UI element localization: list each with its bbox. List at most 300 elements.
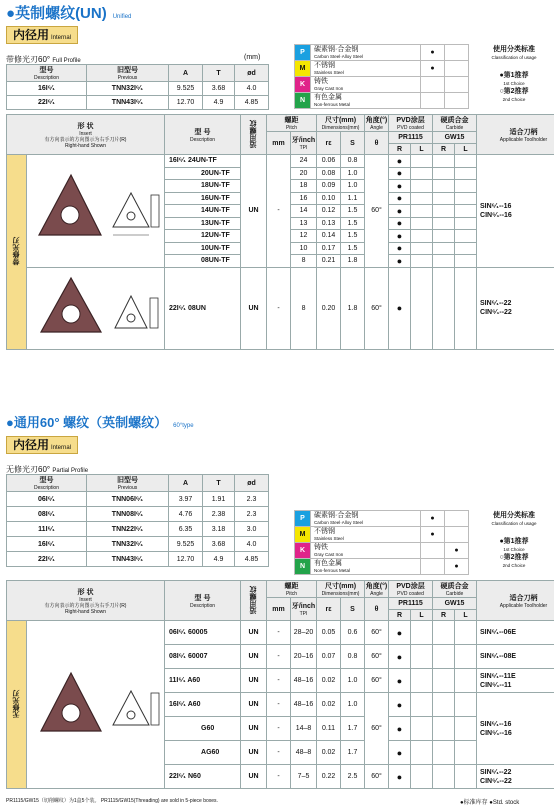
size-A: 3.97 bbox=[169, 492, 203, 507]
h-pitch-cn: 螺距 bbox=[284, 117, 299, 124]
toolholder bbox=[477, 693, 554, 765]
size-type: 11I⁶⁄₁ bbox=[7, 522, 87, 537]
pvd-r: ● bbox=[389, 741, 411, 765]
table-row bbox=[7, 507, 269, 522]
model-cell bbox=[165, 645, 241, 669]
mat-en: Stainless Steel bbox=[314, 69, 344, 75]
h-type: 型号 bbox=[39, 67, 54, 74]
tpi: 20–16 bbox=[291, 645, 317, 669]
mat-en: Non-ferrous Metal bbox=[314, 567, 351, 573]
re: 0.13 bbox=[317, 217, 341, 230]
s: 1.8 bbox=[341, 255, 365, 268]
h-prev-en: Previous bbox=[117, 485, 138, 491]
size-T: 4.9 bbox=[203, 96, 235, 110]
tpi: 48–8 bbox=[291, 741, 317, 765]
h-pvd-en: PVD coated bbox=[397, 125, 424, 131]
mat-r2: ● bbox=[445, 543, 469, 559]
mat-cn: 碳素钢·合金钢 bbox=[314, 511, 359, 519]
model-code: 08UN bbox=[188, 304, 206, 312]
size-od: 2.3 bbox=[235, 507, 269, 522]
h-pitch-en: Pitch bbox=[285, 591, 298, 597]
material-key: P bbox=[295, 45, 311, 61]
size-A: 4.76 bbox=[169, 507, 203, 522]
pvd-r: ● bbox=[389, 669, 411, 693]
section1-subtitle: Unified bbox=[112, 14, 132, 20]
h-dim-en: Dimensions(mm) bbox=[321, 125, 360, 131]
pvd-r: ● bbox=[389, 205, 411, 218]
usage-second: ○第2推荐 bbox=[499, 554, 529, 561]
h-dim bbox=[317, 115, 365, 132]
h-applicable-cn: 适用螺纹 bbox=[249, 585, 257, 614]
material-name bbox=[311, 77, 421, 93]
footer-note: PR1115/GW15（切削螺纹）为1盒5个装。 PR1115/GW15(Threading) are sold in 5-piece boxes. bbox=[6, 798, 218, 804]
usage-legend-2 bbox=[478, 512, 550, 570]
mat-cn: 碳素钢·合金钢 bbox=[314, 45, 359, 53]
model-code: A60 bbox=[187, 701, 201, 708]
usage-second-en: 2nd Choice bbox=[502, 97, 526, 102]
cb-r bbox=[433, 155, 455, 168]
size-T: 3.68 bbox=[203, 82, 235, 96]
insert-drawing bbox=[31, 272, 161, 342]
mat-cn: 不锈钢 bbox=[314, 527, 335, 535]
badge-text-en: Internal bbox=[51, 445, 72, 451]
h-prev: 旧型号 bbox=[117, 67, 138, 74]
pvd-r: ● bbox=[389, 717, 411, 741]
col-A: A bbox=[169, 65, 203, 82]
mat-r2 bbox=[445, 93, 469, 109]
tpi: 20 bbox=[291, 167, 317, 180]
h-model-en: Description bbox=[190, 602, 216, 609]
toolholder-text: SIN⁶⁄₁--08E bbox=[480, 653, 517, 660]
mat-r2 bbox=[445, 527, 469, 543]
size-prev: TNN32I⁶⁄₁ bbox=[87, 82, 169, 96]
h-pvd bbox=[389, 581, 433, 598]
model-prefix: 06I⁶⁄₁ bbox=[169, 629, 187, 636]
material-name bbox=[311, 559, 421, 575]
tpi: 48–16 bbox=[291, 693, 317, 717]
profile-text-en: Full Profile bbox=[52, 58, 81, 64]
pvd-r: ● bbox=[389, 230, 411, 243]
h-R: R bbox=[389, 610, 411, 621]
re: 0.06 bbox=[317, 155, 341, 168]
table-row bbox=[7, 96, 269, 110]
h-shape-note2: Right-hand Shown bbox=[64, 608, 107, 615]
model-code: N60 bbox=[188, 773, 201, 780]
re: 0.10 bbox=[317, 192, 341, 205]
model-cell bbox=[165, 765, 241, 789]
h-prev-en: Previous bbox=[117, 75, 138, 81]
col-type bbox=[7, 65, 87, 82]
material-key: K bbox=[295, 543, 311, 559]
h-L: L bbox=[411, 144, 433, 155]
pvd-r: ● bbox=[389, 217, 411, 230]
cb-l bbox=[455, 155, 477, 168]
h-s: S bbox=[341, 598, 365, 621]
model-cell bbox=[165, 267, 241, 349]
h-tool-en: Applicable Toolholder bbox=[499, 136, 548, 143]
model-prefix: 16I⁶⁄₁ bbox=[169, 701, 187, 708]
usage-title-en: Classification of usage bbox=[491, 55, 537, 60]
insert-image-22 bbox=[27, 267, 165, 349]
toolholder-text: SIN⁶⁄₁--22 CIN⁶⁄₁--22 bbox=[480, 300, 512, 316]
mat-r2 bbox=[445, 77, 469, 93]
mat-r1 bbox=[421, 543, 445, 559]
pvd-r: ● bbox=[389, 180, 411, 193]
re: 0.05 bbox=[317, 621, 341, 645]
usage-legend-1 bbox=[478, 46, 550, 104]
size-table-1 bbox=[6, 64, 269, 110]
s: 2.5 bbox=[341, 765, 365, 789]
table-row bbox=[7, 492, 269, 507]
model-prefix: 11I⁶⁄₁ bbox=[169, 677, 186, 684]
usage-title: 使用分类标准 bbox=[493, 46, 535, 53]
s: 0.6 bbox=[341, 621, 365, 645]
s: 0.8 bbox=[341, 155, 365, 168]
section2-title-text: 通用60° 螺纹（英制螺纹） bbox=[13, 415, 168, 430]
section1-title bbox=[6, 2, 131, 23]
h-shape-note: 有方向表示的方向图示为右手刀片(R) bbox=[44, 602, 127, 609]
material-name bbox=[311, 511, 421, 527]
usage-first: ●第1推荐 bbox=[499, 72, 529, 79]
size-od: 2.3 bbox=[235, 492, 269, 507]
h-carbide-en: Carbide bbox=[445, 591, 464, 597]
mat-cn: 铸铁 bbox=[314, 77, 328, 85]
pvd-r: ● bbox=[389, 765, 411, 789]
size-T: 3.18 bbox=[203, 522, 235, 537]
h-mm: mm bbox=[267, 132, 291, 155]
h-R: R bbox=[433, 144, 455, 155]
pvd-l bbox=[411, 155, 433, 168]
model-code: 18UN-TF bbox=[165, 180, 241, 193]
h-applicable-cn: 适用螺纹 bbox=[249, 119, 257, 148]
size-A: 6.35 bbox=[169, 522, 203, 537]
material-row bbox=[295, 559, 469, 575]
s: 1.0 bbox=[341, 167, 365, 180]
material-name bbox=[311, 543, 421, 559]
h-tool-cn: 适合刀柄 bbox=[509, 128, 538, 136]
material-key: N bbox=[295, 559, 311, 575]
angle: 60° bbox=[365, 267, 389, 349]
h-applicable bbox=[241, 581, 267, 621]
model-code: A60 bbox=[187, 677, 201, 684]
material-row bbox=[295, 61, 469, 77]
s: 1.5 bbox=[341, 205, 365, 218]
section2-title bbox=[6, 412, 194, 431]
h-pvd-en: PVD coated bbox=[397, 591, 424, 597]
s: 1.5 bbox=[341, 230, 365, 243]
model-prefix: 22I⁶⁄₁ bbox=[169, 304, 187, 312]
model-code: 24UN-TF bbox=[188, 157, 217, 165]
material-key: P bbox=[295, 511, 311, 527]
usage-title: 使用分类标准 bbox=[493, 512, 535, 519]
h-model-cn: 型 号 bbox=[194, 594, 211, 602]
angle: 60° bbox=[365, 669, 389, 693]
toolholder-text: SIN⁶⁄₁--16 CIN⁶⁄₁--16 bbox=[480, 720, 512, 737]
profile-text-en: Partial Profile bbox=[52, 468, 89, 474]
thread-type: UN bbox=[241, 741, 267, 765]
pvd-r: ● bbox=[389, 242, 411, 255]
re: 0.22 bbox=[317, 765, 341, 789]
s: 1.5 bbox=[341, 217, 365, 230]
pitch-mm: - bbox=[267, 645, 291, 669]
main-table-1 bbox=[6, 114, 554, 350]
mat-en: Gray Cast Iron bbox=[314, 551, 344, 557]
insert-image-partial-profile bbox=[27, 621, 165, 789]
mat-r1: ● bbox=[421, 511, 445, 527]
s: 1.5 bbox=[341, 242, 365, 255]
pitch-mm: - bbox=[267, 765, 291, 789]
section1-title-text: 英制螺纹(UN) bbox=[15, 5, 107, 22]
h-tpi bbox=[291, 598, 317, 621]
size-T: 3.68 bbox=[203, 537, 235, 552]
toolholder-text: SIN⁶⁄₁--06E bbox=[480, 629, 517, 636]
mat-r1 bbox=[421, 559, 445, 575]
size-prev: TNN43I⁶⁄₁ bbox=[87, 552, 169, 567]
model-code: 20UN-TF bbox=[165, 167, 241, 180]
material-row bbox=[295, 543, 469, 559]
re: 0.09 bbox=[317, 180, 341, 193]
h-pitch-en: Pitch bbox=[285, 125, 298, 131]
profile-text: 无修光刃60° bbox=[6, 465, 51, 474]
pitch-mm: - bbox=[267, 155, 291, 268]
h-mm: mm bbox=[267, 598, 291, 621]
col-prev bbox=[87, 65, 169, 82]
pvd-r: ● bbox=[389, 693, 411, 717]
tpi: 28–20 bbox=[291, 621, 317, 645]
size-A: 12.70 bbox=[169, 96, 203, 110]
re: 0.08 bbox=[317, 167, 341, 180]
h-shape-note: 有方向表示的方向图示为右手刀片(R) bbox=[44, 136, 127, 143]
model-prefix: 08I⁶⁄₁ bbox=[169, 653, 187, 660]
side-label bbox=[7, 621, 27, 789]
re: 0.02 bbox=[317, 669, 341, 693]
model-code: 60005 bbox=[188, 629, 208, 636]
size-A: 12.70 bbox=[169, 552, 203, 567]
h-R: R bbox=[433, 610, 455, 621]
material-row bbox=[295, 45, 469, 61]
table-row bbox=[7, 552, 269, 567]
table-row bbox=[7, 267, 554, 349]
tpi: 48–16 bbox=[291, 669, 317, 693]
material-row bbox=[295, 511, 469, 527]
h-angle-cn: 角度(°) bbox=[365, 117, 388, 124]
size-T: 4.9 bbox=[203, 552, 235, 567]
size-prev: TNN32I⁶⁄₁ bbox=[87, 537, 169, 552]
h-shape-en: Insert bbox=[79, 596, 92, 603]
side-label-text: 带修光刃 bbox=[12, 236, 20, 265]
h-tool-en: Applicable Toolholder bbox=[499, 602, 548, 609]
size-type: 06I⁶⁄₁ bbox=[7, 492, 87, 507]
h-e: θ bbox=[365, 598, 389, 621]
angle: 60° bbox=[365, 693, 389, 765]
size-od: 4.85 bbox=[235, 552, 269, 567]
toolholder-text: SIN⁶⁄₁--16 CIN⁶⁄₁--16 bbox=[480, 202, 512, 219]
h-pitch bbox=[267, 115, 317, 132]
toolholder bbox=[477, 765, 554, 789]
pvd-r: ● bbox=[389, 155, 411, 168]
h-pitch-cn: 螺距 bbox=[284, 583, 299, 590]
col-type bbox=[7, 475, 87, 492]
table-row bbox=[7, 522, 269, 537]
h-carbide-cn: 硬质合金 bbox=[440, 117, 469, 124]
h-applicable bbox=[241, 115, 267, 155]
h-carbide-grade: GW15 bbox=[433, 598, 477, 610]
material-key: M bbox=[295, 527, 311, 543]
h-angle bbox=[365, 581, 389, 598]
h-type: 型号 bbox=[39, 477, 54, 484]
h-carbide bbox=[433, 581, 477, 598]
model-code: 13UN-TF bbox=[165, 217, 241, 230]
h-model bbox=[165, 115, 241, 155]
insert-drawing bbox=[31, 659, 161, 749]
s: 0.8 bbox=[341, 645, 365, 669]
mat-en: Gray Cast Iron bbox=[314, 85, 344, 91]
angle: 60° bbox=[365, 155, 389, 268]
col-T: T bbox=[203, 475, 235, 492]
h-L: L bbox=[455, 144, 477, 155]
re: 0.07 bbox=[317, 645, 341, 669]
size-prev: TNN06I⁶⁄₁ bbox=[87, 492, 169, 507]
material-table-2 bbox=[294, 510, 469, 575]
size-A: 9.525 bbox=[169, 537, 203, 552]
material-row bbox=[295, 77, 469, 93]
legend-text: ●标准库存 bbox=[460, 800, 488, 805]
s: 1.1 bbox=[341, 192, 365, 205]
model-prefix: 16I⁶⁄₁ bbox=[169, 157, 187, 165]
re: 0.12 bbox=[317, 205, 341, 218]
size-type: 22I⁶⁄₁ bbox=[7, 96, 87, 110]
h-dim-cn: 尺寸(mm) bbox=[324, 117, 357, 124]
re: 0.21 bbox=[317, 255, 341, 268]
size-od: 3.0 bbox=[235, 522, 269, 537]
pvd-r: ● bbox=[389, 192, 411, 205]
re: 0.11 bbox=[317, 717, 341, 741]
material-name bbox=[311, 93, 421, 109]
mat-r2 bbox=[445, 61, 469, 77]
h-dim-cn: 尺寸(mm) bbox=[324, 583, 357, 590]
col-A: A bbox=[169, 475, 203, 492]
size-prev: TNN43I⁶⁄₁ bbox=[87, 96, 169, 110]
usage-second: ○第2推荐 bbox=[499, 88, 529, 95]
re: 0.14 bbox=[317, 230, 341, 243]
thread-type: UN bbox=[241, 155, 267, 268]
mat-en: Carbon Steel·Alloy Steel bbox=[314, 53, 364, 59]
h-dim-en: Dimensions(mm) bbox=[321, 591, 360, 597]
material-key: N bbox=[295, 93, 311, 109]
s: 1.7 bbox=[341, 717, 365, 741]
pvd-r: ● bbox=[389, 645, 411, 669]
thread-type: UN bbox=[241, 621, 267, 645]
insert-drawing bbox=[31, 165, 161, 255]
h-pvd-grade: PR1115 bbox=[389, 132, 433, 144]
h-shape-cn: 形 状 bbox=[77, 588, 94, 596]
size-type: 08I⁶⁄₁ bbox=[7, 507, 87, 522]
pvd-r: ● bbox=[389, 267, 411, 349]
tpi: 12 bbox=[291, 230, 317, 243]
section2-subtitle: 60°type bbox=[173, 423, 194, 429]
h-tpi bbox=[291, 132, 317, 155]
s: 1.0 bbox=[341, 180, 365, 193]
unit-label: (mm) bbox=[244, 54, 261, 61]
section1-badge bbox=[6, 26, 78, 44]
h-tpi-en: TPI bbox=[299, 611, 308, 617]
thread-type: UN bbox=[241, 693, 267, 717]
re: 0.02 bbox=[317, 693, 341, 717]
toolholder bbox=[477, 155, 554, 268]
h-tpi-cn: 牙/inch bbox=[291, 137, 316, 144]
h-carbide-cn: 硬质合金 bbox=[440, 583, 469, 590]
tpi: 13 bbox=[291, 217, 317, 230]
size-od: 4.0 bbox=[235, 537, 269, 552]
tpi: 10 bbox=[291, 242, 317, 255]
pitch-mm: - bbox=[267, 693, 291, 717]
usage-first: ●第1推荐 bbox=[499, 538, 529, 545]
usage-second-en: 2nd Choice bbox=[502, 563, 526, 568]
usage-title-en: Classification of usage bbox=[491, 521, 537, 526]
tpi: 8 bbox=[291, 267, 317, 349]
thread-type: UN bbox=[241, 765, 267, 789]
usage-first-en: 1st Choice bbox=[503, 81, 525, 86]
mat-cn: 不锈钢 bbox=[314, 61, 335, 69]
model-code: 60007 bbox=[188, 653, 208, 660]
material-name bbox=[311, 61, 421, 77]
bullet-icon: ● bbox=[6, 415, 14, 430]
material-key: M bbox=[295, 61, 311, 77]
mat-en: Non-ferrous Metal bbox=[314, 101, 351, 107]
model-cell bbox=[165, 669, 241, 693]
h-prev: 旧型号 bbox=[117, 477, 138, 484]
h-re: rε bbox=[317, 132, 341, 155]
h-pvd-cn: PVD涂层 bbox=[396, 583, 425, 590]
h-pvd-grade: PR1115 bbox=[389, 598, 433, 610]
toolholder bbox=[477, 267, 554, 349]
pvd-r: ● bbox=[389, 167, 411, 180]
toolholder-text: SIN⁶⁄₁--11E CIN⁶⁄₁--11 bbox=[480, 672, 516, 689]
size-A: 9.525 bbox=[169, 82, 203, 96]
mat-cn: 有色金属 bbox=[314, 559, 342, 567]
legend-text-en: ●Std. stock bbox=[489, 800, 520, 805]
angle: 60° bbox=[365, 621, 389, 645]
h-carbide-grade: GW15 bbox=[433, 132, 477, 144]
angle: 60° bbox=[365, 645, 389, 669]
h-carbide bbox=[433, 115, 477, 132]
s: 1.0 bbox=[341, 693, 365, 717]
section2-badge bbox=[6, 436, 78, 454]
toolholder bbox=[477, 669, 554, 693]
re: 0.17 bbox=[317, 242, 341, 255]
s: 1.0 bbox=[341, 669, 365, 693]
badge-text: 内径用 bbox=[13, 438, 50, 452]
h-angle-en: Angle bbox=[370, 125, 383, 131]
size-prev: TNN08I⁶⁄₁ bbox=[87, 507, 169, 522]
h-tool bbox=[477, 115, 554, 155]
model-code: 12UN-TF bbox=[165, 230, 241, 243]
h-angle bbox=[365, 115, 389, 132]
material-name bbox=[311, 527, 421, 543]
mat-en: Stainless Steel bbox=[314, 535, 344, 541]
h-model bbox=[165, 581, 241, 621]
mat-r2 bbox=[445, 45, 469, 61]
h-angle-en: Angle bbox=[370, 591, 383, 597]
h-R: R bbox=[389, 144, 411, 155]
mat-en: Carbon Steel·Alloy Steel bbox=[314, 519, 364, 525]
model-cell bbox=[165, 693, 241, 717]
table-row bbox=[7, 155, 554, 168]
h-tpi-cn: 牙/inch bbox=[291, 603, 316, 610]
model-code: 16UN-TF bbox=[165, 192, 241, 205]
material-table-1 bbox=[294, 44, 469, 109]
toolholder bbox=[477, 645, 554, 669]
